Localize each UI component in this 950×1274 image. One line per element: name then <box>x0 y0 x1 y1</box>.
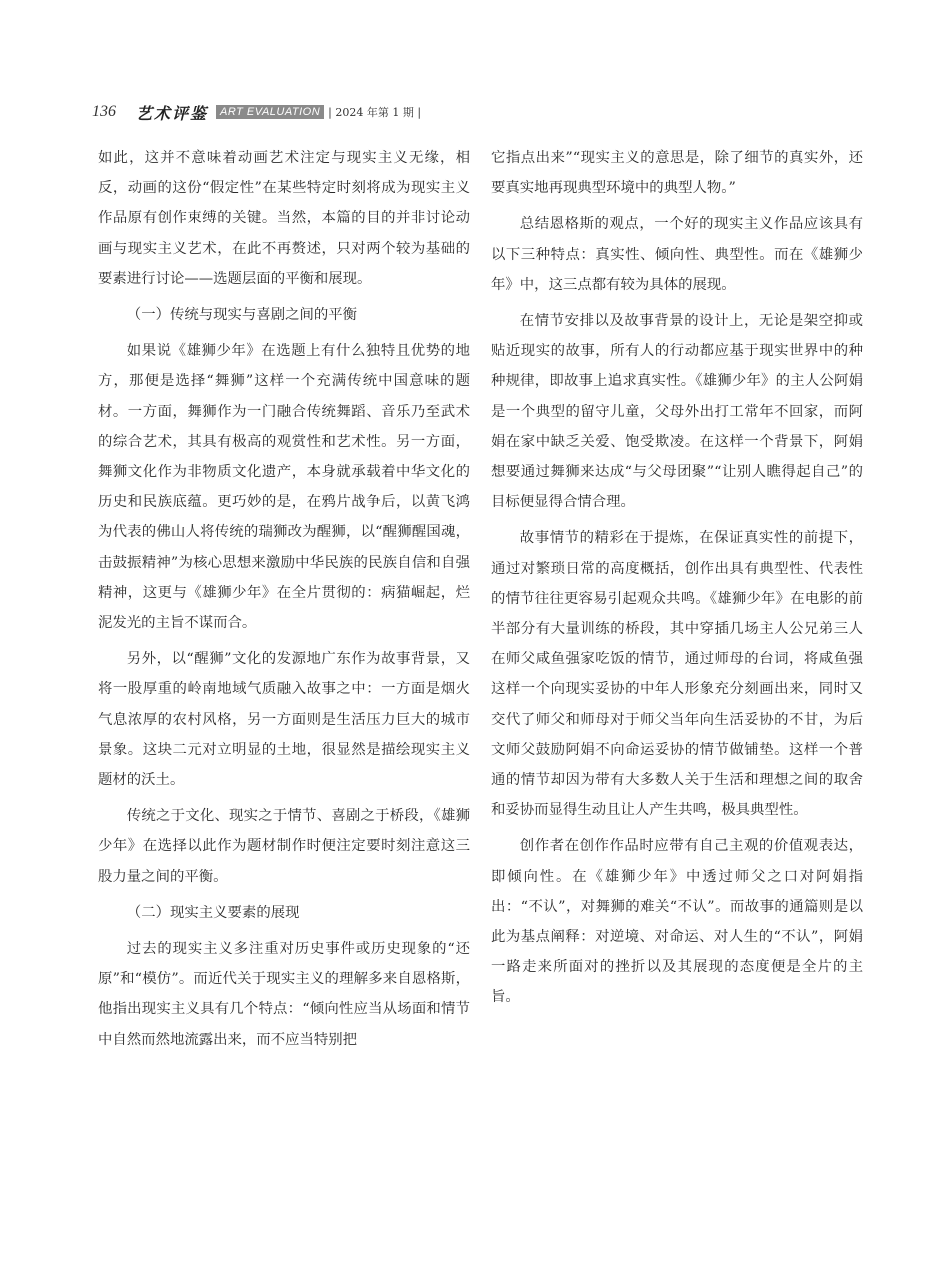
left-column <box>98 143 470 1061</box>
journal-english-name: ART EVALUATION <box>216 105 324 119</box>
journal-name: 艺术评鉴 <box>136 103 209 123</box>
right-column <box>491 143 863 1019</box>
page-number: 136 <box>92 103 116 120</box>
issue-label: | 2024 年第 1 期 | <box>328 106 422 119</box>
paragraph: 过去的现实主义多注重对历史事件或历史现象的“还原”和“模仿”。而近代关于现实主义的理解多来自恩格斯，他指出现实主义具有几个特点：“倾向性应当从场面和情节中自然而然地流露出来，而不应当特别把 <box>98 941 470 1048</box>
paragraph: 创作者在创作作品时应带有自己主观的价值观表达，即倾向性。在《雄狮少年》中透过师父之口对阿娟指出：“不认”，对舞狮的难关“不认”。而故事的通篇则是以此为基点阐释：对逆境、对命运、对人生的“不认”，阿娟一路走来所面对的挫折以及其展现的态度便是全片的主旨。 <box>491 838 863 1006</box>
paragraph: 在情节安排以及故事背景的设计上，无论是架空抑或贴近现实的故事，所有人的行动都应基于现实世界中的种种规律，即故事上追求真实性。《雄狮少年》的主人公阿娟是一个典型的留守儿童，父母外出打工常年不回家，而阿娟在家中缺乏关爱、饱受欺凌。在这样一个背景下，阿娟想要通过舞狮来达成“与父母团聚”“让别人瞧得起自己”的目标便显得合情合理。 <box>491 313 863 511</box>
paragraph: 如果说《雄狮少年》在选题上有什么独特且优势的地方，那便是选择“舞狮”这样一个充满传统中国意味的题材。一方面，舞狮作为一门融合传统舞蹈、音乐乃至武术的综合艺术，其具有极高的观赏性和艺术性。另一方面，舞狮文化作为非物质文化遗产，本身就承载着中华文化的历史和民族底蕴。更巧妙的是，在鸦片战争后，以黄飞鸿为代表的佛山人将传统的瑞狮改为醒狮，以“醒狮醒国魂，击鼓振精神”为核心思想来激励中华民族的民族自信和自强精神，这更与《雄狮少年》在全片贯彻的：病猫崛起，烂泥发光的主旨不谋而合。 <box>98 343 470 632</box>
section-heading: （一）传统与现实与喜剧之间的平衡 <box>126 307 358 324</box>
paragraph: 总结恩格斯的观点，一个好的现实主义作品应该具有以下三种特点：真实性、倾向性、典型性。而在《雄狮少年》中，这三点都有较为具体的展现。 <box>491 216 863 293</box>
section-heading: （二）现实主义要素的展现 <box>126 904 300 921</box>
paragraph: 另外，以“醒狮”文化的发源地广东作为故事背景，又将一股厚重的岭南地域气质融入故事之中：一方面是烟火气息浓厚的农村风格，另一方面则是生活压力巨大的城市景象。这块二元对立明显的土地，很显然是描绘现实主义题材的沃土。 <box>98 651 470 789</box>
paragraph: 如此，这并不意味着动画艺术注定与现实主义无缘，相反，动画的这份“假定性”在某些特定时刻将成为现实主义作品原有创作束缚的关键。当然，本篇的目的并非讨论动画与现实主义艺术，在此不再赘述，只对两个较为基础的要素进行讨论——选题层面的平衡和展现。 <box>98 150 470 287</box>
paragraph: 故事情节的精彩在于提炼，在保证真实性的前提下，通过对繁琐日常的高度概括，创作出具有典型性、代表性的情节往往更容易引起观众共鸣。《雄狮少年》在电影的前半部分有大量训练的桥段，其中穿插几场主人公兄弟三人在师父咸鱼强家吃饭的情节，通过师母的台词，将咸鱼强这样一个向现实妥协的中年人形象充分刻画出来，同时又交代了师父和师母对于师父当年向生活妥协的不甘，为后文师父鼓励阿娟不向命运妥协的情节做铺垫。这样一个普通的情节却因为带有大多数人关于生活和理想之间的取舍和妥协而显得生动且让人产生共鸣，极具典型性。 <box>491 530 863 819</box>
page-header <box>92 100 421 124</box>
paragraph: 传统之于文化、现实之于情节、喜剧之于桥段，《雄狮少年》在选择以此作为题材制作时便注定要时刻注意这三股力量之间的平衡。 <box>98 808 470 885</box>
paragraph: 它指点出来”“现实主义的意思是，除了细节的真实外，还要真实地再现典型环境中的典型人物。” <box>491 150 863 197</box>
